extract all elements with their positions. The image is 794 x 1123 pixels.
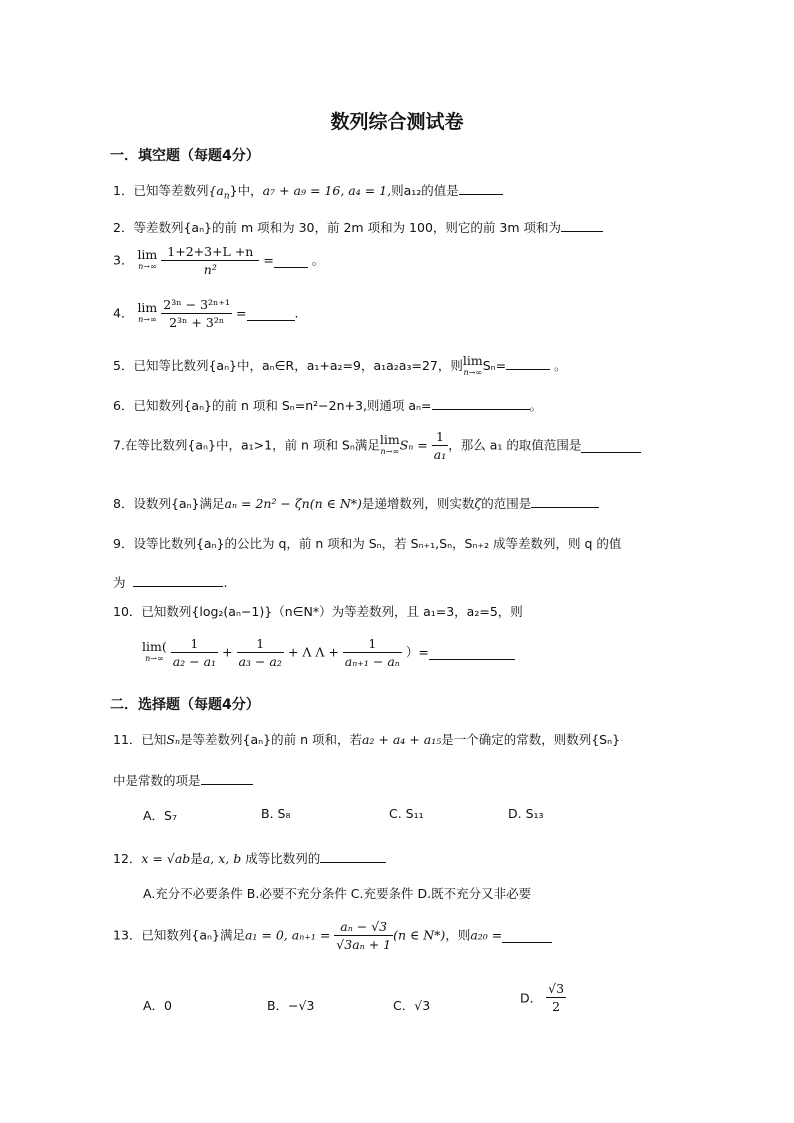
option-d: D. S₁₃ <box>508 806 544 821</box>
limit-symbol: lim n→∞ <box>462 353 483 377</box>
option-a: A．0 <box>143 998 173 1013</box>
answer-blank <box>459 180 503 195</box>
answer-blank <box>429 645 515 660</box>
option-b: B．−√3 <box>267 998 315 1013</box>
fraction: $\frac{\text{aₙ − √3}}{\text{√3aₙ + 1}}$ <box>336 919 392 952</box>
question-8: 8．设数列{aₙ}满足aₙ = 2n² − ζn(n ∈ N*)是递增数列，则实数ζ的范围是 <box>113 493 599 513</box>
answer-blank <box>320 848 386 863</box>
answer-blank <box>506 355 550 370</box>
limit-symbol: lim n→∞ <box>379 431 400 456</box>
answer-blank <box>581 438 641 453</box>
question-13: 13．已知数列{aₙ}满足a₁ = 0, aₙ₊₁ = $\frac{\text{aₙ − √3}}{\text{√3aₙ + 1}}$ (n ∈ N*)，则a₂₀ = <box>113 918 552 953</box>
answer-blank <box>502 928 552 943</box>
question-1: 1．已知等差数列$\{a_n\}$中，a₇ + a₉ = 16, a₄ = 1,则a₁₂的值是 <box>113 180 503 206</box>
limit-symbol: lim n→∞ <box>137 246 158 271</box>
question-2: 2．等差数列{aₙ}的前 m 项和为 30，前 2m 项和为 100，则它的前 3m 项和为 <box>113 217 603 237</box>
section-choice-heading: 二．选择题（每题4分） <box>110 697 260 713</box>
question-4: 4． lim n→∞ $\frac{\text{2³ⁿ − 3²ⁿ⁺¹}}{\text{2³ⁿ + 3²ⁿ}}$ = . <box>113 297 299 330</box>
question-6: 6．已知数列{aₙ}的前 n 项和 Sₙ=n²−2n+3,则通项 aₙ= 。 <box>113 395 542 415</box>
fraction: $\frac{√3}{2}$ <box>548 981 565 1014</box>
fraction: $\frac{1}{\text{a₁}}$ <box>433 429 447 462</box>
fraction: $\frac{\text{2³ⁿ − 3²ⁿ⁺¹}}{\text{2³ⁿ + 3²ⁿ}}$ <box>163 297 231 330</box>
section-fill-in-heading: 一．填空题（每题4分） <box>110 148 260 164</box>
answer-blank <box>561 217 603 232</box>
question-10-expression: lim( n→∞ $\frac{1}{\text{a₂ − a₁}}$ + $\frac{1}{\text{a₃ − a₂}}$ + Λ Λ + $\frac{1}{\text{aₙ₊₁ − aₙ}}$ ）= <box>142 635 515 670</box>
question-10: 10．已知数列{log₂(aₙ−1)}（n∈N*）为等差数列，且 a₁=3，a₂=5，则 <box>113 604 523 619</box>
fraction: $\frac{1}{\text{a₂ − a₁}}$ <box>172 636 217 669</box>
question-12: 12．x = √ab是a, x, b 成等比数列的 <box>113 848 386 868</box>
question-5: 5．已知等比数列{aₙ}中，aₙ∈R，a₁+a₂=9，a₁a₂a₃=27，则 lim n→∞ Sₙ= 。 <box>113 353 567 377</box>
option-c: C. S₁₁ <box>389 806 424 821</box>
question-3: 3． lim n→∞ $\frac{1+2+3+L +n}{\text{n²}}$ = 。 <box>113 244 325 277</box>
question-11: 11．已知Sₙ是等差数列{aₙ}的前 n 项和，若a₂ + a₄ + a₁₅是一个确定的常数，则数列{Sₙ} <box>113 732 621 747</box>
answer-blank <box>531 493 599 508</box>
option-b: B. S₈ <box>261 806 291 821</box>
answer-blank <box>274 253 308 268</box>
fraction: $\frac{1}{\text{a₃ − a₂}}$ <box>238 636 282 669</box>
question-9: 9．设等比数列{aₙ}的公比为 q，前 n 项和为 Sₙ，若 Sₙ₊₁,Sₙ，Sₙ₊₂ 成等差数列，则 q 的值 <box>113 536 622 551</box>
limit-symbol: lim( n→∞ <box>142 638 167 663</box>
answer-blank <box>432 395 530 410</box>
page-title: 数列综合测试卷 <box>330 111 464 133</box>
option-a: A．S₇ <box>143 808 177 823</box>
limit-symbol: lim n→∞ <box>137 299 158 324</box>
option-d: D． $\frac{√3}{2}$ <box>520 981 565 1014</box>
question-7: 7.在等比数列{aₙ}中，a₁>1，前 n 项和 Sₙ满足 lim n→∞ Sₙ = $\frac{1}{\text{a₁}}$ ，那么 a₁ 的取值范围是 <box>113 428 641 463</box>
question-11-continued: 中是常数的项是 <box>113 770 253 790</box>
fraction: $\frac{1}{\text{aₙ₊₁ − aₙ}}$ <box>344 636 400 669</box>
answer-blank <box>247 306 295 321</box>
question-12-options: A.充分不必要条件 B.必要不充分条件 C.充要条件 D.既不充分又非必要 <box>143 886 532 901</box>
fraction: $\frac{1+2+3+L +n}{\text{n²}}$ <box>161 243 259 278</box>
option-c: C．√3 <box>393 998 431 1013</box>
answer-blank <box>133 572 223 587</box>
answer-blank <box>201 770 253 785</box>
question-9-continued: 为 . <box>113 572 227 592</box>
